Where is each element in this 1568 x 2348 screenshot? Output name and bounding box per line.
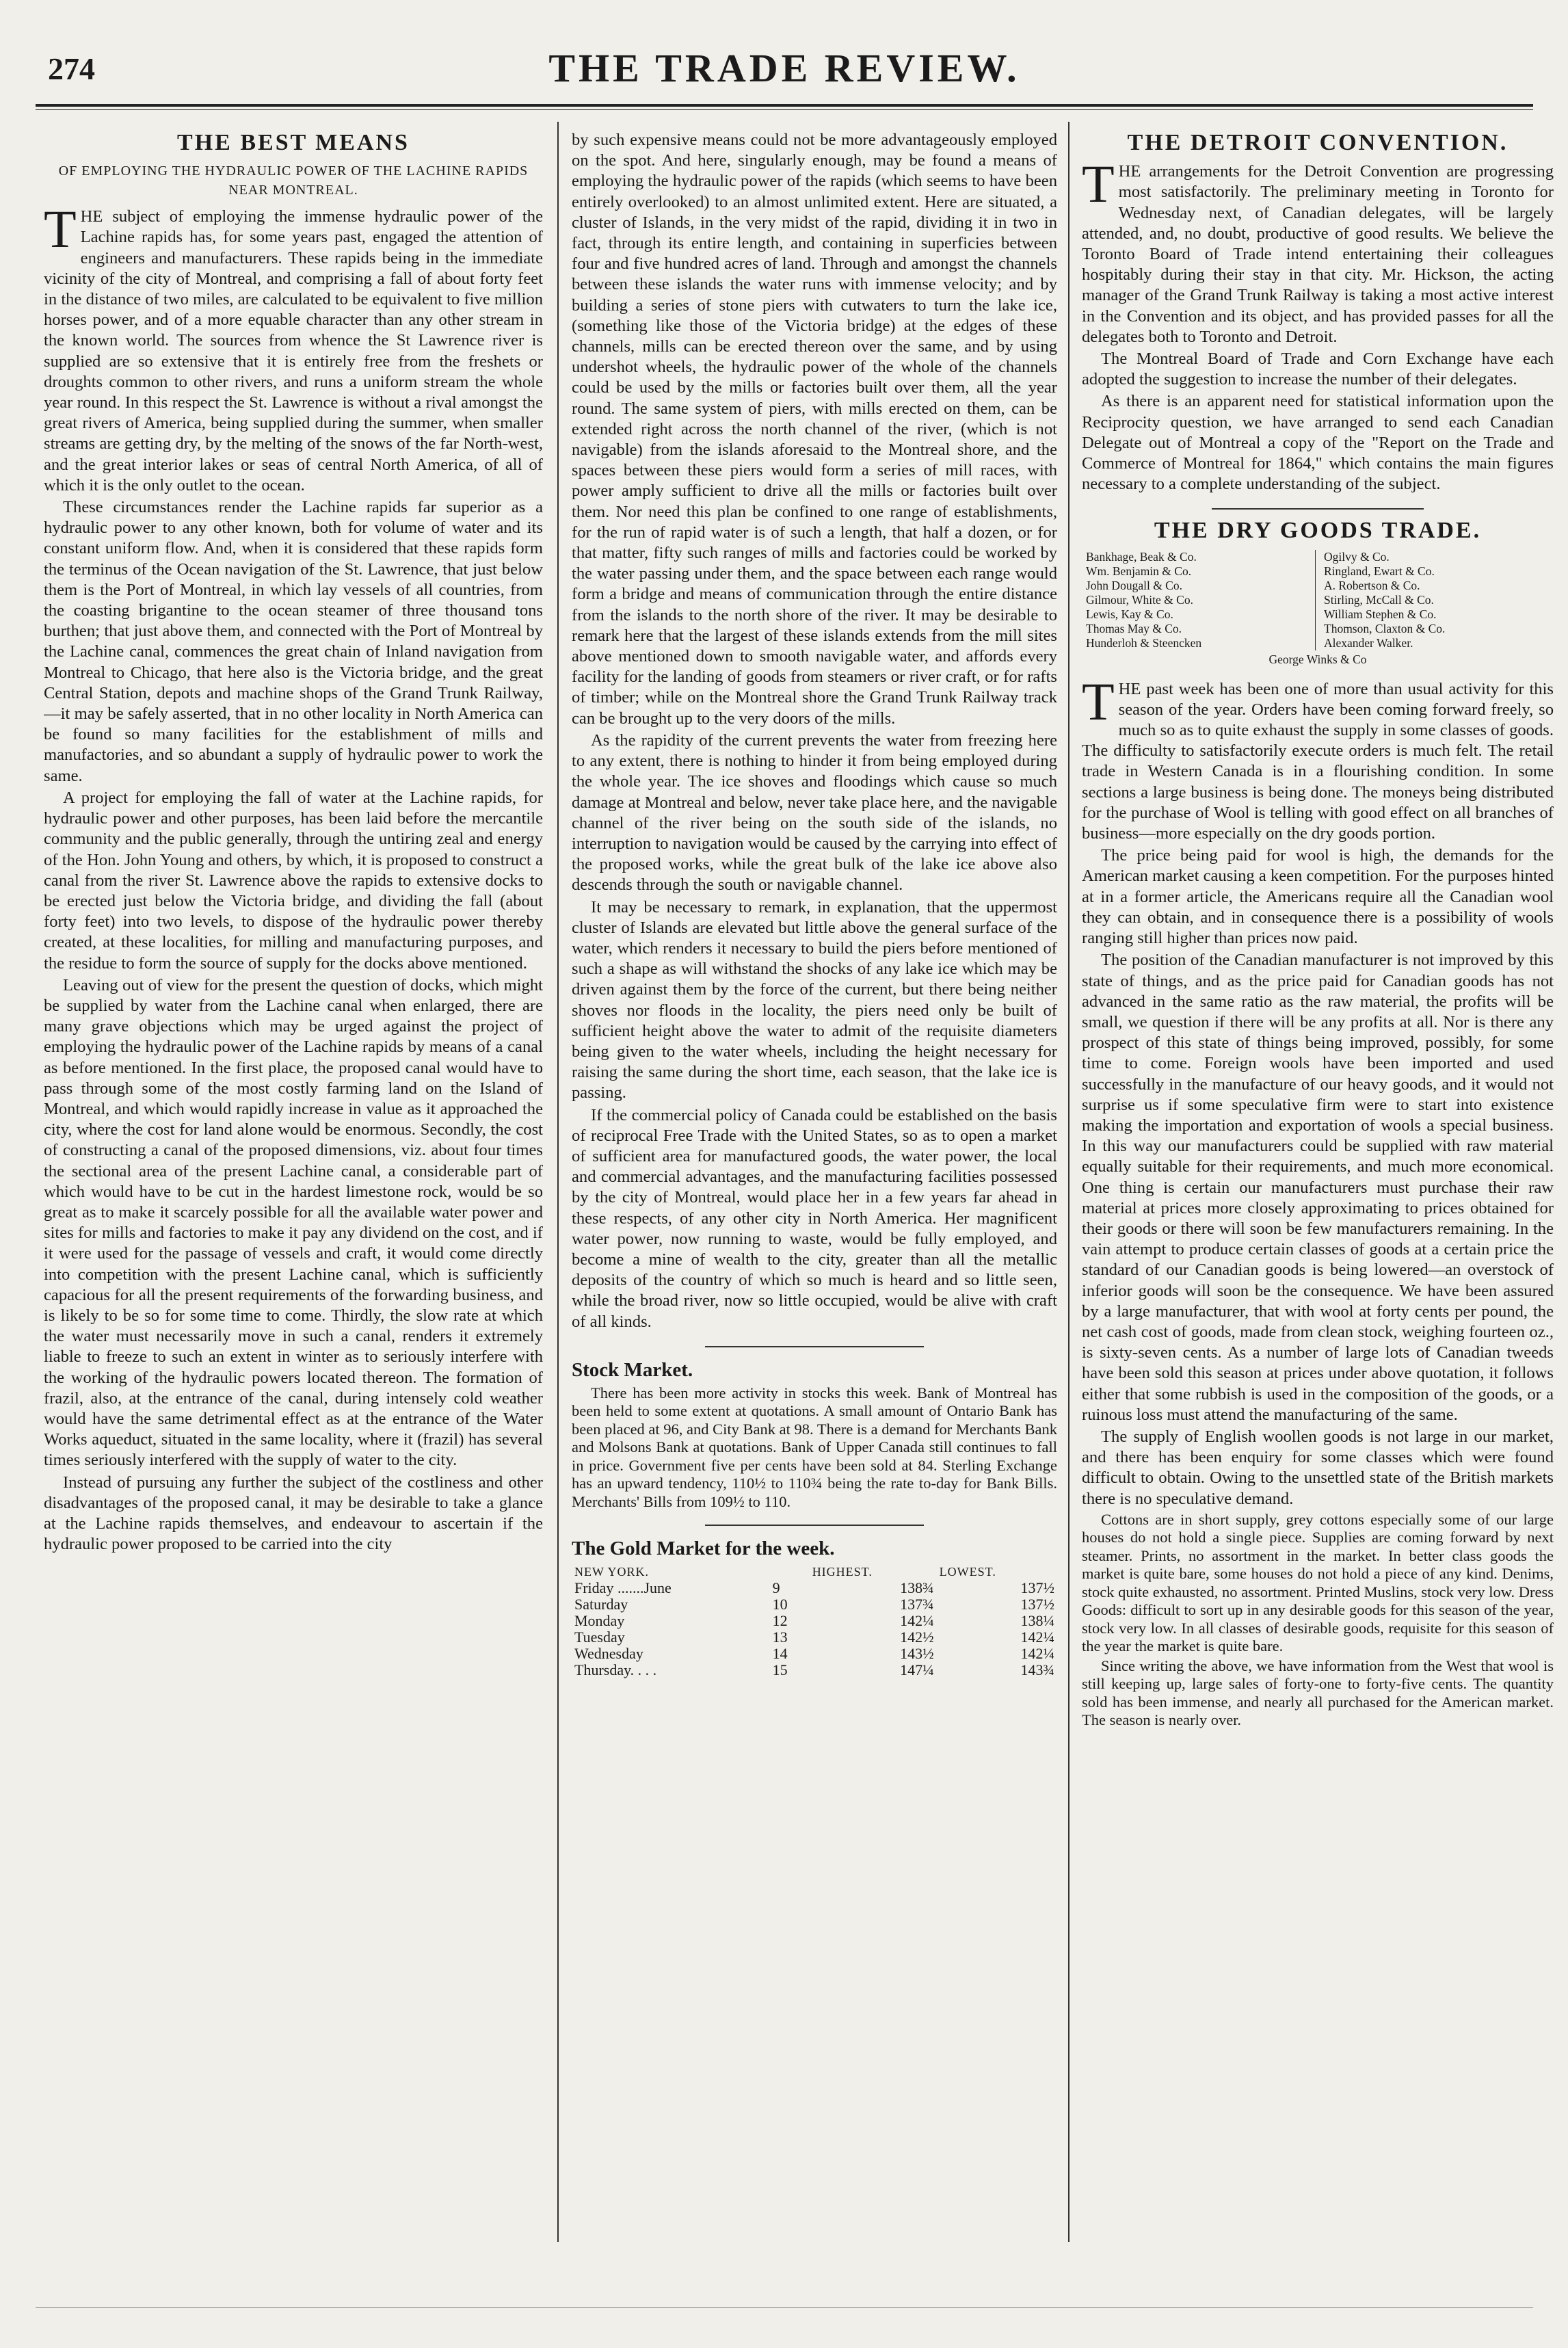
firm-name: George Winks & Co (1268, 652, 1367, 666)
firm-name: Ogilvy & Co. (1324, 549, 1390, 564)
page-number: 274 (48, 51, 95, 86)
header-rule (36, 104, 1533, 107)
firm-name: William Stephen & Co. (1324, 607, 1437, 621)
firm-name: Thomas May & Co. (1086, 621, 1182, 635)
table-row: Wednesday 14 143½ 142¼ (574, 1644, 1054, 1662)
article-heading: THE DETROIT CONVENTION. (1127, 130, 1509, 155)
stock-market-text: There has been more activity in stocks this week. Bank of Montreal has been held to some extent at quotations. A small amount of Ontario Bank has been placed at 96, and City Bank at 98. There is a demand for Merchants Bank and Molsons Bank at quotations. Bank of Upper Canada still continues to fall in price. Government five per cents have been sold at 84. Sterling Exchange has an upward tendency, 110½ to 110¾ being the rate to-day for Bank Bills. Merchants' Bills from 109½ to 110. (572, 1384, 1057, 1510)
article-heading: THE BEST MEANS (177, 130, 410, 155)
table-row: Thursday. . . . 15 147¼ 143¾ (574, 1661, 1054, 1678)
table-row: Monday 12 142¼ 138¼ (574, 1611, 1054, 1629)
firm-name: Lewis, Kay & Co. (1086, 607, 1173, 621)
footer-rule (36, 2307, 1533, 2308)
article-paragraph: Instead of pursuing any further the subject of the costliness and other disadvantages of the proposed canal, it may be desirable to take a glance at the Lachine rapids themselves, and endeavour to ascertain if the hydraulic power proposed to be carried into the city (44, 1473, 543, 1554)
table-row: Friday .......June 9 138¾ 137½ (574, 1579, 1054, 1596)
article-heading: THE DRY GOODS TRADE. (1154, 518, 1482, 544)
article-paragraph: Cottons are in short supply, grey cottons especially some of our large houses do not hold a single piece. Supplies are coming forward by next steamer. Prints, no assortment in the market. In better class goods the market is quite bare, some houses do not hold a piece of any kind. Denims, stock quite exhausted, no assortment. Printed Muslins, stock very low. Dress Goods: difficult to sort up in any desirable goods for this season of the year, stock very low. In all classes of desirable goods, requisite for this season of the year the market is quite bare. (1082, 1510, 1554, 1655)
masthead-title: THE TRADE REVIEW. (548, 46, 1020, 90)
table-row: Saturday 10 137¾ 137½ (574, 1595, 1054, 1613)
stock-market-heading: Stock Market. (572, 1358, 693, 1381)
firm-name: A. Robertson & Co. (1324, 578, 1420, 592)
column-divider (1068, 122, 1069, 2242)
gold-market-table (572, 1564, 1057, 1678)
article-paragraph: A project for employing the fall of water at the Lachine rapids, for hydraulic power and other purposes, has been laid before the mercantile community and the public generally, through the untiring zeal and energy of the Hon. John Young and others, by which, it is proposed to construct a canal from the river St. Lawrence above the rapids to extensive docks to be erected just below the Victoria bridge, and dividing the fall (about forty feet) into two levels, to dispose of the hydraulic power thereby created, at these localities, for milling and manufacturing purposes, and the residue to form the source of supply for the docks above mentioned. (44, 788, 543, 973)
article-paragraph: Leaving out of view for the present the question of docks, which might be supplied by water from the Lachine canal when enlarged, there are many grave objections which may be urged against the project of employing the hydraulic power of the Lachine rapids by means of a canal as before mentioned. In the first place, the proposed canal would have to pass through some of the most costly farming land on the Island of Montreal, and which would rapidly increase in value as it approached the city, where the cost for land alone would be enormous. Secondly, the cost of constructing a canal of the proposed dimensions, viz. about four times the sectional area of the present Lachine canal, a considerable part of which would have to be cut in the hardest limestone rock, would be so great as to make it scarcely possible for all the available water power and sites for mills and factories to make it pay any dividend on the cost, and if it were used for the passage of vessels and craft, it would come directly into competition with the present Lachine canal, which is sufficiently capacious for all the present requirements of the forwarding business, and is likely to be so for some time to come. Thirdly, the slow rate at which the water must necessarily move in such a canal, renders it extremely liable to freeze to such an extent in winter as to seriously interfere with the working of the hydraulic powers located thereon. The formation of frazil, also, at the entrance of the canal, during intensely cold weather would have the same detrimental effect as at the entrance of the Water Works aqueduct, situated in the same locality, where it (frazil) has several times seriously interfered with the supply of water to the city. (44, 975, 543, 1470)
article-paragraph: The price being paid for wool is high, the demands for the American market causing a keen competition. For the purposes hinted at in a former article, the Americans require all the Canadian wool they can obtain, and in consequence there is a possibility of wools ranging still higher than prices now paid. (1082, 846, 1554, 948)
table-row: Tuesday 13 142½ 142¼ (574, 1628, 1054, 1646)
article-paragraph: THE subject of employing the immense hydraulic power of the Lachine rapids has, for some years past, engaged the attention of engineers and manufacturers. These rapids being in the immediate vicinity of the city of Montreal, and comprising a fall of about forty feet in the distance of two miles, are calculated to be equivalent to five million horses power, and of a more equable character than any other stream in the known world. The sources from whence the St Lawrence river is supplied are so extensive that it is entirely free from the freshets or droughts common to other rivers, and runs a uniform stream the whole year round. In this respect the St. Lawrence is without a rival amongst the great rivers of America, being supplied during the summer, when smaller streams are getting dry, by the melting of the snows of the far North-west, and the great interior lakes or seas of central North America, of all of which it is the only outlet to the ocean. (44, 199, 543, 494)
article-paragraph: As the rapidity of the current prevents the water from freezing here to any extent, there is nothing to hinder it from being employed during the whole year. The ice shoves and floodings which cause so much damage at Montreal and below, never take place here, and the navigable channel of the river being on the south side of the islands, no interruption to navigation would be caused by the carrying into effect of the proposed works, while the great bulk of the lake ice above also descends through the south or navigable channel. (572, 730, 1057, 895)
article-subheading: OF EMPLOYING THE HYDRAULIC POWER OF THE LACHINE RAPIDS NEAR MONTREAL. (58, 163, 529, 198)
column-divider (557, 122, 559, 2242)
table-header: LOWEST. (939, 1564, 996, 1579)
article-paragraph: Since writing the above, we have information from the West that wool is still keeping up, large sales of forty-one to forty-five cents. The quantity sold has been immense, and nearly all purchased for the American market. The season is nearly over. (1082, 1657, 1554, 1729)
article-paragraph: The Montreal Board of Trade and Corn Exchange have each adopted the suggestion to increase the number of their delegates. (1082, 349, 1554, 389)
firm-list (1086, 550, 1554, 650)
firm-name: Gilmour, White & Co. (1086, 592, 1193, 607)
drop-cap: T (44, 199, 77, 259)
header-rule-thin (36, 109, 1533, 110)
firm-name: Stirling, McCall & Co. (1324, 592, 1434, 607)
article-paragraph: THE arrangements for the Detroit Convention are progressing most satisfactorily. The preliminary meeting in Toronto for Wednesday next, of Canadian delegates, will be largely attended, and, no doubt, productive of good results. We believe the Toronto Board of Trade intend entertaining their colleagues hospitably during their stay in that city. Mr. Hickson, the acting manager of the Grand Trunk Railway is taking a most active interest in the Convention and its object, and has provided passes for all the delegates both to Toronto and Detroit. (1082, 154, 1554, 346)
gold-market-heading: The Gold Market for the week. (572, 1538, 835, 1560)
article-paragraph: It may be necessary to remark, in explanation, that the uppermost cluster of Islands are elevated but little above the general surface of the water, which renders it necessary to build the piers before mentioned of such a shape as will withstand the shocks of any lake ice which may be driven against them by the force of the current, but there being neither shoves nor floods in the locality, the piers need only be built of sufficient height above the water to admit of the requisite diameters being given to the water wheels, including the height necessary for raising the same during the short time, each season, that the lake ice is passing. (572, 897, 1057, 1103)
firm-name: Ringland, Ewart & Co. (1324, 564, 1435, 578)
drop-cap: T (1082, 154, 1115, 214)
firm-name: Bankhage, Beak & Co. (1086, 549, 1197, 564)
column-2 (572, 130, 1057, 2305)
article-paragraph: by such expensive means could not be more advantageously employed on the spot. And here, singularly enough, may be found a means of employing the hydraulic power of the rapids (which seems to have been entirely overlooked) to an almost unlimited extent. Here are situated, a cluster of Islands, in the very midst of the rapid, dividing it in two in fact, through its entire length, and containing in superficies between four and five hundred acres of land. Through and amongst the channels between these islands the water runs with immense velocity; and by building a series of stone piers with cutwaters to turn the lake ice, (something like those of the Victoria bridge) at the edges of these channels, mills can be erected thereon over the same, and by using undershot wheels, the hydraulic power of the whole of the channels could be used by the mills or factories built over them, all the year round. The same system of piers, with mills erected on them, can be extended right across the north channel of the river, (which is not navigable) from the islands aforesaid to the Montreal shore, and the spaces between these piers would form a series of mill races, with power amply sufficient to drive all the mills or factories built over them. Nor need this plan be confined to one range of establishments, for the run of rapid water is of such a length, that half a dozen, or for that matter, fifty such ranges of mills and factories could be worked by the water passing under them, and the space between each range would form a bridge and means of communication through the entire distance from the islands to the north shore of the river. It may be desirable to remark here that the largest of these islands extends from the mill sites above mentioned down to smooth navigable water, and affords every facility for the landing of goods from steamers or river craft, or for rafts of timber; while on the Montreal shore the Grand Trunk Railway track can be brought up to the very doors of the mills. (572, 131, 1057, 728)
firm-list-left (1086, 550, 1316, 650)
article-paragraph: If the commercial policy of Canada could be established on the basis of reciprocal Free Trade with the United States, so as to open a market of sufficient area for manufactured goods, the water power, the local and commercial advantages, and the manufacturing facilities possessed by the city of Montreal, would place her in a few years far ahead in these respects, of any other city in North America. Her magnificent water power, now running to waste, would be fully employed, and become a mine of wealth to the city, greater than all the metallic deposits of the country of which so much is heard and so little seen, while the broad river, now so little occupied, would be alive with craft of all kinds. (572, 1105, 1057, 1331)
column-3 (1082, 130, 1554, 2305)
page-header (36, 45, 1533, 93)
section-separator (705, 1346, 924, 1347)
section-separator (705, 1525, 924, 1526)
firm-name: Hunderloh & Steencken (1086, 635, 1202, 650)
firm-name: Thomson, Claxton & Co. (1324, 621, 1446, 635)
column-1 (44, 130, 543, 2305)
article-paragraph: These circumstances render the Lachine rapids far superior as a hydraulic power to any other known, both for volume of water and its constant uniform flow. And, when it is considered that these rapids form the terminus of the Ocean navigation of the St. Lawrence, that just below them is the Port of Montreal, in which lay vessels of all countries, from the coasting brigantine to the ocean steamer of three thousand tons burthen; that just above them, and connected with the Port of Montreal by the Lachine canal, commences the great chain of Inland navigation from Montreal to Chicago, that here also is the Victoria bridge, and the great Central Station, depots and machine shops of the Grand Trunk Railway,—it may be safely asserted, that in no other locality in North America can be found so many facilities for the establishment of mills and manufactories, and so abundant a supply of hydraulic power to work the same. (44, 498, 543, 785)
table-header: HIGHEST. (812, 1564, 873, 1579)
article-paragraph: The position of the Canadian manufacturer is not improved by this state of things, and as the price paid for Canadian goods has not advanced in the same ratio as the raw material, the profits will be small, we question if there will be any profits at all. Nor is there any prospect of this state of things being improved, possibly, for some time to come. Foreign wools have been imported and used successfully in the manufacture of our heavy goods, and it would not surprise us if some speculative firm were to start into existence making the importation and exportation of wools a special business. In this way our manufacturers could be supplied with raw material equally suitable for their requirements, and much more economical. One thing is certain our manufacturers must purchase their raw material at prices more closely approximating to prices obtained for their goods or there will soon be few manufacturers remaining. In the vain attempt to produce certain classes of goods at a certain price the standard of our Canadian goods is being lowered—an overstock of inferior goods will soon be the consequence. We have been assured by a large manufacturer, that with wool at forty cents per pound, the net cash cost of goods, made from clean stock, weighing fourteen oz., is sixty-seven cents. As a number of large lots of Canadian tweeds have been sold this season at prices under above quotation, it follows either that some rubbish is used in the composition of the goods, or a ruinous loss must attend the manufacturing of the same. (1082, 951, 1554, 1424)
firm-list-right (1324, 550, 1554, 650)
article-paragraph: As there is an apparent need for statistical information upon the Reciprocity question, we have arranged to send each Canadian Delegate out of Montreal a copy of the "Report on the Trade and Commerce of Montreal for 1864," which contains the main figures necessary to a complete understanding of the subject. (1082, 392, 1554, 494)
firm-name: John Dougall & Co. (1086, 578, 1182, 592)
table-header: NEW YORK. (574, 1564, 649, 1579)
firm-name: Alexander Walker. (1324, 635, 1413, 650)
article-paragraph: THE past week has been one of more than usual activity for this season of the year. Orders have been coming forward freely, so much so as to quite exhaust the supply in some classes of goods. The difficulty to satisfactorily execute orders is much felt. The retail trade in Western Canada is in a flourishing condition. In some sections a large business is being done. The moneys being distributed for the purchase of Wool is telling with good effect on all branches of business—more especially on the dry goods portion. (1082, 671, 1554, 843)
article-paragraph: The supply of English woollen goods is not large in our market, and there has been enquiry for some classes which were found difficult to obtain. Owing to the unsettled state of the British markets there is no speculative demand. (1082, 1427, 1554, 1508)
firm-name: Wm. Benjamin & Co. (1086, 564, 1192, 578)
section-separator (1212, 508, 1424, 510)
drop-cap: T (1082, 671, 1115, 731)
